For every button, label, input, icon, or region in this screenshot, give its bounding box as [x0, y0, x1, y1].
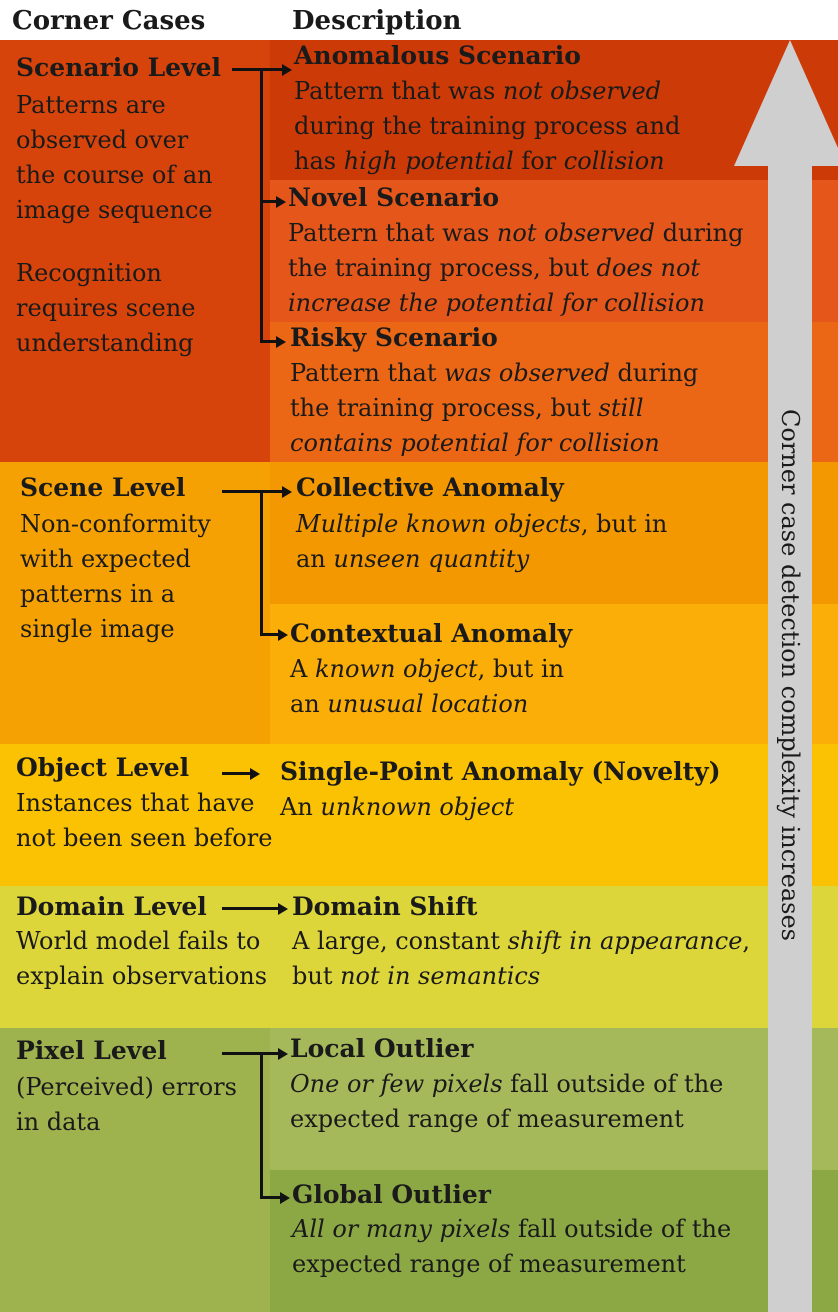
anomalous-scenario-desc	[294, 74, 724, 179]
scene-connector-h	[222, 490, 262, 493]
description-header: Description	[292, 6, 462, 36]
novel-scenario-title: Novel Scenario	[288, 183, 500, 212]
domain-shift-desc-part-3: , but	[292, 927, 751, 990]
local-outlier-desc-part-2: fall outside of the expected range of measurement	[290, 1070, 724, 1133]
collective-desc-part-2: , but in an	[296, 510, 668, 573]
anomalous-desc-part-6: collision	[563, 147, 665, 175]
domain-shift-desc	[292, 924, 772, 994]
single-point-desc-part-2: unknown object	[320, 793, 514, 821]
collective-anomaly-desc	[296, 507, 676, 577]
anomalous-desc-part-3: during the training process and has	[294, 112, 681, 175]
risky-desc-part-1: Pattern that	[290, 359, 445, 387]
pixel-arrowhead-global	[280, 1192, 290, 1204]
novel-desc-part-2: not observed	[496, 219, 656, 247]
collective-anomaly-title: Collective Anomaly	[296, 473, 564, 502]
global-outlier-desc	[292, 1212, 762, 1282]
domain-shift-title: Domain Shift	[292, 892, 478, 921]
pixel-branch-global	[260, 1196, 282, 1199]
global-outlier-desc-part-1: All or many pixels	[292, 1215, 511, 1243]
scene-level-desc: Non-conformity with expected patterns in a single image	[20, 510, 211, 643]
local-outlier-title: Local Outlier	[290, 1034, 474, 1063]
scenario-level-title: Scenario Level	[16, 53, 222, 82]
anomalous-desc-part-1: Pattern that was	[294, 77, 503, 105]
local-outlier-desc	[290, 1067, 760, 1137]
scenario-arrowhead-novel	[276, 196, 286, 208]
scenario-arrowhead-risky	[276, 336, 286, 348]
domain-level-desc: World model fails to explain observations	[16, 927, 268, 990]
corner-cases-header: Corner Cases	[12, 6, 206, 36]
contextual-desc-part-4: unusual location	[327, 690, 529, 718]
novel-scenario-desc	[288, 216, 770, 321]
single-point-desc-part-1: An	[280, 793, 321, 821]
anomalous-scenario-title: Anomalous Scenario	[294, 41, 581, 70]
scene-connector-v	[260, 490, 263, 635]
object-connector	[222, 772, 252, 775]
domain-connector	[222, 907, 280, 910]
pixel-level-title: Pixel Level	[16, 1036, 167, 1065]
scene-branch-contextual	[260, 633, 280, 636]
scenario-connector-h	[232, 68, 262, 71]
contextual-anomaly-title: Contextual Anomaly	[290, 619, 573, 648]
scene-level-title: Scene Level	[20, 473, 186, 502]
contextual-desc-part-1: A	[290, 655, 315, 683]
domain-level-title: Domain Level	[16, 892, 207, 921]
collective-desc-part-1: Multiple known objects	[296, 510, 581, 538]
scenario-level-desc-1: Patterns are observed over the course of an image sequence	[16, 91, 213, 224]
domain-arrowhead	[278, 903, 288, 915]
scene-arrowhead-contextual	[278, 629, 288, 641]
header-bar	[0, 0, 838, 40]
novel-desc-part-3: during the training process, but	[288, 219, 744, 282]
domain-shift-desc-part-1: A large, constant	[292, 927, 508, 955]
scenario-connector-v	[260, 68, 263, 342]
anomalous-desc-part-5: for	[513, 147, 564, 175]
complexity-arrow-label: Corner case detection complexity increases	[776, 409, 804, 941]
pixel-connector-v	[260, 1052, 263, 1198]
novel-desc-part-4: does not increase the potential for collision	[288, 254, 705, 317]
collective-desc-part-3: unseen quantity	[333, 545, 530, 573]
complexity-arrow-head	[734, 40, 838, 166]
pixel-level-desc: (Perceived) errors in data	[16, 1073, 237, 1136]
object-arrowhead	[250, 768, 260, 780]
risky-scenario-title: Risky Scenario	[290, 323, 498, 352]
pixel-branch-local	[260, 1052, 280, 1055]
scene-branch-collective	[260, 490, 284, 493]
risky-scenario-desc	[290, 356, 730, 461]
contextual-desc-part-3: , but in an	[290, 655, 565, 718]
risky-desc-part-3: during the training process, but	[290, 359, 699, 422]
object-level-title: Object Level	[16, 753, 190, 782]
scenario-arrowhead-anomalous	[282, 64, 292, 76]
global-outlier-desc-part-2: fall outside of the expected range of measurement	[292, 1215, 732, 1278]
risky-desc-part-4: still contains potential for collision	[290, 394, 660, 457]
pixel-arrowhead-local	[278, 1048, 288, 1060]
scenario-level-desc-2: Recognition requires scene understanding	[16, 259, 196, 357]
local-outlier-desc-part-1: One or few pixels	[290, 1070, 503, 1098]
anomalous-desc-part-2: not observed	[502, 77, 662, 105]
risky-desc-part-2: was observed	[444, 359, 610, 387]
domain-shift-desc-part-4: not in semantics	[340, 962, 541, 990]
novel-desc-part-1: Pattern that was	[288, 219, 497, 247]
object-level-desc: Instances that have not been seen before	[16, 789, 273, 852]
contextual-desc-part-2: known object	[314, 655, 478, 683]
global-outlier-title: Global Outlier	[292, 1180, 491, 1209]
anomalous-desc-part-4: high potential	[343, 147, 514, 175]
scenario-branch-anomalous	[260, 68, 284, 71]
scene-arrowhead-collective	[282, 486, 292, 498]
pixel-connector-h	[222, 1052, 262, 1055]
single-point-anomaly-desc	[280, 790, 700, 825]
contextual-anomaly-desc	[290, 652, 590, 722]
single-point-anomaly-title: Single-Point Anomaly (Novelty)	[280, 757, 721, 786]
domain-shift-desc-part-2: shift in appearance	[507, 927, 743, 955]
